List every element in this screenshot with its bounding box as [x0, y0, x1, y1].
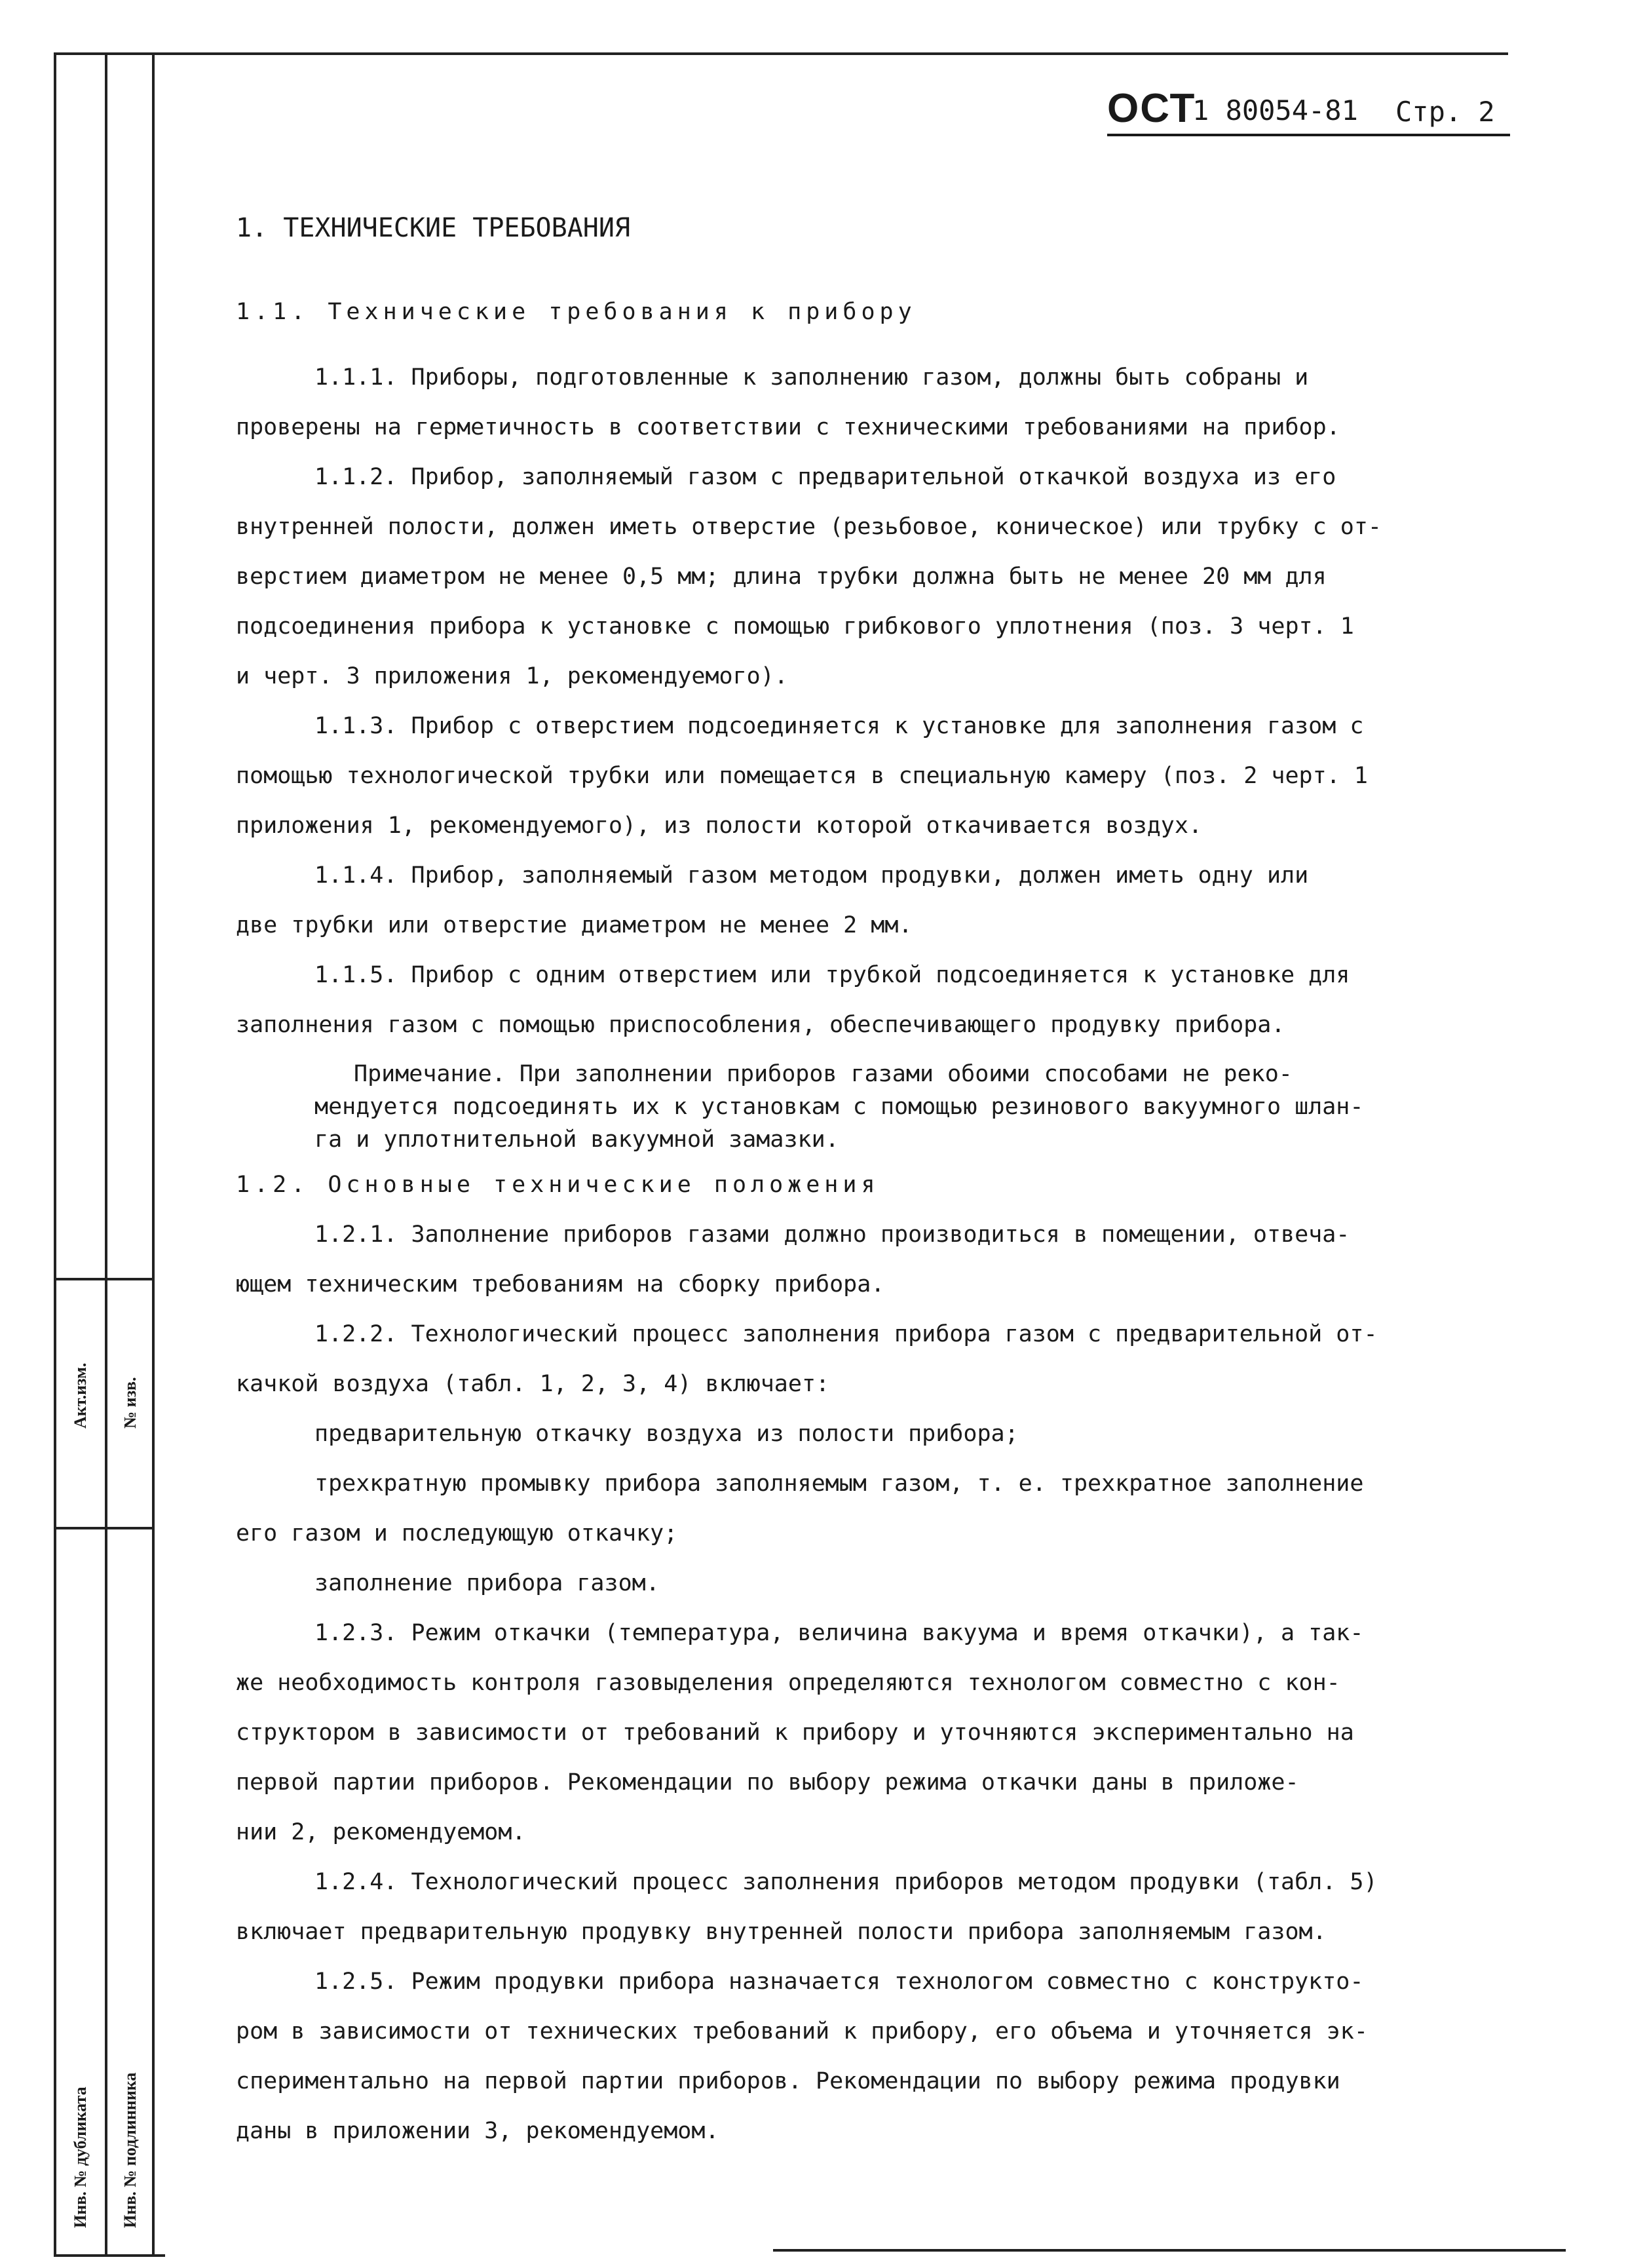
paragraph-1-1-5	[236, 950, 1494, 1050]
frame-left-line	[54, 54, 56, 2256]
paragraph-line: приложения 1, рекомендуемого), из полости которой откачивается воздух.	[236, 813, 1203, 839]
paragraph-line: 1.1.1. Приборы, подготовленные к заполнению газом, должны быть собраны и	[314, 364, 1309, 391]
frame-inner-line	[105, 54, 107, 2256]
frame-bottom-right-line	[773, 2249, 1566, 2252]
paragraph-1-1-2	[236, 452, 1494, 701]
paragraph-line: ром в зависимости от технических требований к прибору, его объема и уточняется эк-	[236, 2018, 1368, 2045]
paragraph-line: ющем техническим требованиям на сборку прибора.	[236, 1271, 885, 1297]
paragraph-line: 1.1.3. Прибор с отверстием подсоединяется к установке для заполнения газом с	[314, 713, 1364, 739]
paragraph-line: нии 2, рекомендуемом.	[236, 1819, 526, 1845]
paragraph-1-2-4	[236, 1857, 1494, 1957]
subsection-title: 1.1. Технические требования к прибору	[236, 299, 917, 325]
sidebar-divider	[54, 1527, 153, 1529]
frame-bottom-line	[54, 2254, 165, 2257]
note-line: Примечание. При заполнении приборов газами обоими способами не реко-	[354, 1061, 1293, 1087]
page-number: Стр. 2	[1395, 96, 1495, 128]
paragraph-line: включает предварительную продувку внутренней полости прибора заполняемым газом.	[236, 1919, 1327, 1945]
paragraph-1-2-5	[236, 1957, 1494, 2156]
paragraph-line: 1.1.2. Прибор, заполняемый газом с предварительной откачкой воздуха из его	[314, 464, 1336, 490]
header-underline	[1107, 134, 1510, 136]
frame-top-line	[54, 52, 1508, 55]
paragraph-1-2-2	[236, 1309, 1494, 1608]
paragraph-line: 1.1.4. Прибор, заполняемый газом методом продувки, должен иметь одну или	[314, 862, 1309, 889]
paragraph-line: верстием диаметром не менее 0,5 мм; длина трубки должна быть не менее 20 мм для	[236, 564, 1327, 590]
standard-code: ОСТ	[1107, 86, 1196, 131]
paragraph-line: заполнения газом с помощью приспособления, обеспечивающего продувку прибора.	[236, 1012, 1285, 1038]
sidebar-label-act: Акт.изм.	[71, 1362, 90, 1429]
paragraph-line: заполнение прибора газом.	[314, 1570, 660, 1596]
frame-margin-line	[152, 54, 155, 2256]
paragraph-line: 1.2.3. Режим откачки (температура, величина вакуума и время откачки), а так-	[314, 1620, 1364, 1646]
paragraph-line: 1.2.2. Технологический процесс заполнения прибора газом с предварительной от-	[314, 1321, 1378, 1347]
paragraph-line: качкой воздуха (табл. 1, 2, 3, 4) включает:	[236, 1371, 830, 1397]
paragraph-line: 1.2.4. Технологический процесс заполнения приборов методом продувки (табл. 5)	[314, 1869, 1378, 1895]
note-line: мендуется подсоединять их к установкам с помощью резинового вакуумного шлан-	[314, 1094, 1364, 1120]
sidebar-label-duplicate-inv: Инв. № дубликата	[71, 2086, 90, 2228]
paragraph-line: помощью технологической трубки или помещается в специальную камеру (поз. 2 черт. 1	[236, 763, 1368, 789]
paragraph-line: 1.2.5. Режим продувки прибора назначается технологом совместно с конструкто-	[314, 1969, 1364, 1995]
paragraph-line: первой партии приборов. Рекомендации по выбору режима откачки даны в приложе-	[236, 1769, 1299, 1796]
page-header	[1107, 85, 1566, 138]
paragraph-1-1-3	[236, 701, 1494, 851]
paragraph-1-2-1	[236, 1210, 1494, 1309]
paragraph-line: предварительную откачку воздуха из полости прибора;	[314, 1421, 1019, 1447]
paragraph-line: 1.2.1. Заполнение приборов газами должно производиться в помещении, отвеча-	[314, 1221, 1350, 1248]
paragraph-line: 1.1.5. Прибор с одним отверстием или трубкой подсоединяется к установке для	[314, 962, 1350, 988]
note-line: га и уплотнительной вакуумной замазки.	[314, 1126, 839, 1153]
paragraph-line: спериментально на первой партии приборов. Рекомендации по выбору режима продувки	[236, 2068, 1340, 2094]
paragraph-line: подсоединения прибора к установке с помощью грибкового уплотнения (поз. 3 черт. 1	[236, 613, 1354, 640]
paragraph-1-2-3	[236, 1608, 1494, 1857]
section-title: 1. ТЕХНИЧЕСКИЕ ТРЕБОВАНИЯ	[236, 213, 631, 243]
paragraph-line: же необходимость контроля газовыделения определяются технологом совместно с кон-	[236, 1670, 1340, 1696]
sidebar-divider	[54, 1278, 153, 1280]
paragraph-line: трехкратную промывку прибора заполняемым газом, т. е. трехкратное заполнение	[314, 1470, 1364, 1497]
sidebar-label-notice-no: № изв.	[121, 1377, 140, 1429]
paragraph-line: и черт. 3 приложения 1, рекомендуемого).	[236, 663, 788, 689]
paragraph-line: структором в зависимости от требований к прибору и уточняются экспериментально на	[236, 1720, 1354, 1746]
paragraph-line: его газом и последующую откачку;	[236, 1520, 678, 1547]
paragraph-line: даны в приложении 3, рекомендуемом.	[236, 2118, 719, 2144]
paragraph-line: внутренней полости, должен иметь отверстие (резьбовое, коническое) или трубку с от-	[236, 514, 1382, 540]
subsection-title: 1.2. Основные технические положения	[236, 1172, 880, 1198]
note-block	[236, 1058, 1494, 1156]
paragraph-1-1-4	[236, 851, 1494, 950]
document-number: 1 80054-81	[1192, 94, 1358, 126]
paragraph-1-1-1	[236, 353, 1494, 452]
paragraph-line: проверены на герметичность в соответствии с техническими требованиями на прибор.	[236, 414, 1340, 440]
paragraph-line: две трубки или отверстие диаметром не менее 2 мм.	[236, 912, 913, 938]
sidebar-label-original-inv: Инв. № подлинника	[121, 2072, 140, 2228]
